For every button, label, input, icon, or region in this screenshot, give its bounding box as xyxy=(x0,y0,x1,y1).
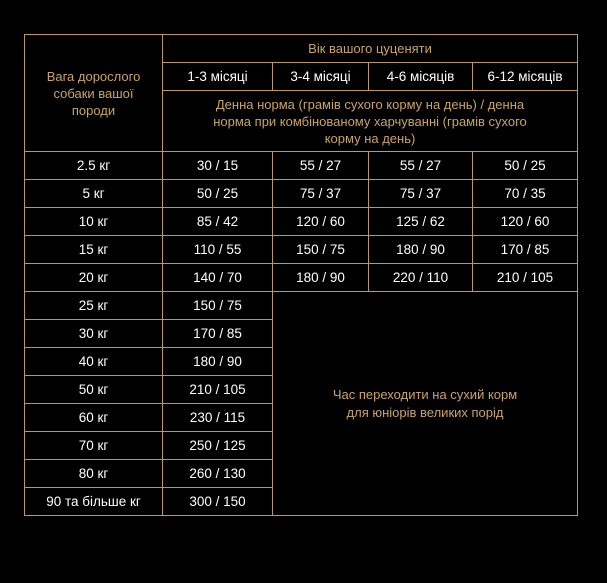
feeding-table-body xyxy=(25,35,578,516)
month-header: 3-4 місяці xyxy=(273,63,369,91)
month-header: 1-3 місяці xyxy=(163,63,273,91)
weight-cell: 15 кг xyxy=(25,236,163,264)
month-header: 4-6 місяців xyxy=(369,63,473,91)
value-cell: 55 / 27 xyxy=(273,152,369,180)
value-cell: 150 / 75 xyxy=(273,236,369,264)
weight-cell: 60 кг xyxy=(25,404,163,432)
value-cell: 110 / 55 xyxy=(163,236,273,264)
value-cell: 55 / 27 xyxy=(369,152,473,180)
value-cell: 210 / 105 xyxy=(163,376,273,404)
header-row-age xyxy=(25,35,578,63)
value-cell: 50 / 25 xyxy=(473,152,578,180)
weight-cell: 40 кг xyxy=(25,348,163,376)
value-cell: 30 / 15 xyxy=(163,152,273,180)
value-cell: 180 / 90 xyxy=(369,236,473,264)
value-cell: 75 / 37 xyxy=(273,180,369,208)
weight-cell: 50 кг xyxy=(25,376,163,404)
table-row xyxy=(25,152,578,180)
weight-cell: 10 кг xyxy=(25,208,163,236)
value-cell: 170 / 85 xyxy=(163,320,273,348)
value-cell: 250 / 125 xyxy=(163,432,273,460)
month-header: 6-12 місяців xyxy=(473,63,578,91)
weight-cell: 20 кг xyxy=(25,264,163,292)
value-cell: 125 / 62 xyxy=(369,208,473,236)
value-cell: 50 / 25 xyxy=(163,180,273,208)
value-cell: 180 / 90 xyxy=(273,264,369,292)
weight-header: Вага дорослого собаки вашої породи xyxy=(25,35,163,152)
weight-cell: 5 кг xyxy=(25,180,163,208)
table-row xyxy=(25,208,578,236)
norm-header: Денна норма (грамів сухого корму на день) / денна норма при комбінованому харчуванні (грамів сухого корму на день) xyxy=(163,91,578,152)
table-row xyxy=(25,264,578,292)
value-cell: 170 / 85 xyxy=(473,236,578,264)
feeding-table xyxy=(24,34,578,516)
value-cell: 75 / 37 xyxy=(369,180,473,208)
table-row xyxy=(25,180,578,208)
value-cell: 180 / 90 xyxy=(163,348,273,376)
age-header: Вік вашого цуценяти xyxy=(163,35,578,63)
table-row xyxy=(25,236,578,264)
table-row xyxy=(25,292,578,320)
value-cell: 120 / 60 xyxy=(273,208,369,236)
value-cell: 70 / 35 xyxy=(473,180,578,208)
value-cell: 230 / 115 xyxy=(163,404,273,432)
weight-cell: 30 кг xyxy=(25,320,163,348)
value-cell: 300 / 150 xyxy=(163,488,273,516)
value-cell: 120 / 60 xyxy=(473,208,578,236)
feeding-table-container xyxy=(24,34,578,516)
weight-cell: 80 кг xyxy=(25,460,163,488)
weight-cell: 25 кг xyxy=(25,292,163,320)
switch-note: Час переходити на сухий корм для юніорів великих порід xyxy=(273,292,578,516)
value-cell: 220 / 110 xyxy=(369,264,473,292)
value-cell: 150 / 75 xyxy=(163,292,273,320)
value-cell: 85 / 42 xyxy=(163,208,273,236)
value-cell: 260 / 130 xyxy=(163,460,273,488)
weight-cell: 90 та більше кг xyxy=(25,488,163,516)
value-cell: 140 / 70 xyxy=(163,264,273,292)
weight-cell: 2.5 кг xyxy=(25,152,163,180)
weight-cell: 70 кг xyxy=(25,432,163,460)
value-cell: 210 / 105 xyxy=(473,264,578,292)
